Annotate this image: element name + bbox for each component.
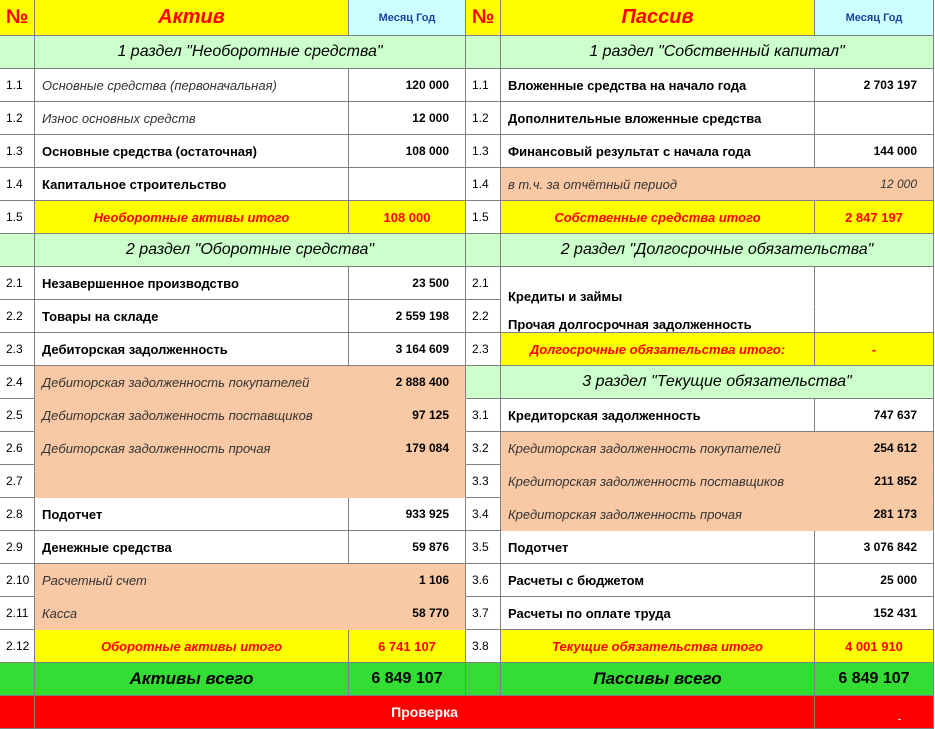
asset-row-label[interactable]	[35, 465, 349, 498]
asset-row-value[interactable]: 933 925	[349, 498, 466, 531]
asset-row-number: 2.5	[0, 399, 35, 432]
liability-grand-num	[466, 663, 501, 696]
asset-row-label[interactable]: Касса	[35, 597, 349, 630]
asset-row-value[interactable]: 23 500	[349, 267, 466, 300]
liability-row-value[interactable]: 254 612	[815, 432, 934, 465]
liability-row-number: 2.2	[466, 300, 501, 333]
liability-section1-total-label: Собственные средства итого	[501, 201, 815, 234]
liability-row-value[interactable]: 2 703 197	[815, 69, 934, 102]
asset-row-label[interactable]: Дебиторская задолженность покупателей	[35, 366, 349, 399]
asset-row-number: 2.8	[0, 498, 35, 531]
liability-section3-num	[466, 366, 501, 399]
liability-row-number: 3.4	[466, 498, 501, 531]
asset-row-number: 1.3	[0, 135, 35, 168]
liability-row-number: 3.7	[466, 597, 501, 630]
liability-row-number: 2.1	[466, 267, 501, 300]
asset-section2-title: 2 раздел "Оборотные средства"	[35, 234, 466, 267]
liability-row-label[interactable]: Расчеты по оплате труда	[501, 597, 815, 630]
asset-row-value[interactable]: 12 000	[349, 102, 466, 135]
asset-row-label[interactable]: Дебиторская задолженность поставщиков	[35, 399, 349, 432]
liability-row-number: 1.2	[466, 102, 501, 135]
liability-section2-num	[466, 234, 501, 267]
liability-row-value[interactable]: 25 000	[815, 564, 934, 597]
asset-row-number: 1.2	[0, 102, 35, 135]
check-value[interactable]: -	[815, 696, 934, 729]
liability-section1-title: 1 раздел "Собственный капитал"	[501, 36, 934, 69]
asset-row-number: 2.2	[0, 300, 35, 333]
liability-row-number: 3.6	[466, 564, 501, 597]
liability-section3-total-value[interactable]: 4 001 910	[815, 630, 934, 663]
liability-row-value[interactable]: 12 000	[815, 168, 934, 201]
asset-row-label[interactable]: Износ основных средств	[35, 102, 349, 135]
asset-row-value[interactable]: 2 559 198	[349, 300, 466, 333]
liability-row-number: 3.3	[466, 465, 501, 498]
liability-row-label[interactable]: Кредиторская задолженность покупателей	[501, 432, 815, 465]
asset-row-number: 2.4	[0, 366, 35, 399]
asset-section2-total-label: Оборотные активы итого	[35, 630, 349, 663]
asset-row-number: 1.4	[0, 168, 35, 201]
asset-row-number: 2.7	[0, 465, 35, 498]
asset-section1-num	[0, 36, 35, 69]
asset-section1-title: 1 раздел "Необоротные средства"	[35, 36, 466, 69]
liability-section1-total-value[interactable]: 2 847 197	[815, 201, 934, 234]
asset-section1-total-value[interactable]: 108 000	[349, 201, 466, 234]
asset-row-label[interactable]: Подотчет	[35, 498, 349, 531]
liability-row-number: 3.1	[466, 399, 501, 432]
asset-row-label[interactable]: Незавершенное производство	[35, 267, 349, 300]
liability-row-value[interactable]	[815, 102, 934, 135]
liability-row-label[interactable]: Расчеты с бюджетом	[501, 564, 815, 597]
liability-row-label[interactable]: Подотчет	[501, 531, 815, 564]
liability-section3-title: 3 раздел "Текущие обязательства"	[501, 366, 934, 399]
assets-title: Актив	[35, 0, 349, 36]
assets-num-header: №	[0, 0, 35, 36]
asset-grand-total-value[interactable]: 6 849 107	[349, 663, 466, 696]
asset-row-number: 2.1	[0, 267, 35, 300]
asset-row-label[interactable]: Товары на складе	[35, 300, 349, 333]
liabilities-num-header: №	[466, 0, 501, 36]
liability-row-value[interactable]: 747 637	[815, 399, 934, 432]
asset-grand-num	[0, 663, 35, 696]
asset-section1-total-label: Необоротные активы итого	[35, 201, 349, 234]
liability-row-label[interactable]: Прочая долгосрочная задолженность	[501, 307, 815, 333]
liability-section2-total-value[interactable]: -	[815, 333, 934, 366]
asset-row-label[interactable]: Капитальное строительство	[35, 168, 349, 201]
liabilities-title: Пассив	[501, 0, 815, 36]
liability-row-label[interactable]: Дополнительные вложенные средства	[501, 102, 815, 135]
asset-row-number: 2.3	[0, 333, 35, 366]
liability-row-value[interactable]: 144 000	[815, 135, 934, 168]
asset-row-number: 2.10	[0, 564, 35, 597]
liability-section2-title: 2 раздел "Долгосрочные обязательства"	[501, 234, 934, 267]
liability-row-value[interactable]: 281 173	[815, 498, 934, 531]
asset-row-value[interactable]: 3 164 609	[349, 333, 466, 366]
liability-section2-total-label: Долгосрочные обязательства итого:	[501, 333, 815, 366]
asset-row-label[interactable]: Дебиторская задолженность	[35, 333, 349, 366]
asset-row-number: 2.11	[0, 597, 35, 630]
liability-row-value[interactable]	[815, 267, 934, 333]
asset-section2-num	[0, 234, 35, 267]
liability-row-label[interactable]: Кредиторская задолженность	[501, 399, 815, 432]
liability-row-number: 1.3	[466, 135, 501, 168]
asset-row-value[interactable]: 179 084	[349, 432, 466, 465]
asset-section1-total-num: 1.5	[0, 201, 35, 234]
liability-section3-total-num: 3.8	[466, 630, 501, 663]
liability-grand-total-value[interactable]: 6 849 107	[815, 663, 934, 696]
asset-section2-total-num: 2.12	[0, 630, 35, 663]
asset-row-value[interactable]	[349, 465, 466, 498]
liabilities-month-header: Месяц Год	[815, 0, 934, 36]
liability-row-value[interactable]: 211 852	[815, 465, 934, 498]
asset-row-number: 1.1	[0, 69, 35, 102]
asset-row-number: 2.6	[0, 432, 35, 465]
asset-row-number: 2.9	[0, 531, 35, 564]
asset-row-value[interactable]: 108 000	[349, 135, 466, 168]
check-label: Проверка	[35, 696, 815, 729]
liability-section1-num	[466, 36, 501, 69]
asset-grand-total-label: Активы всего	[35, 663, 349, 696]
asset-row-label[interactable]: Денежные средства	[35, 531, 349, 564]
liability-row-label[interactable]: Кредиторская задолженность прочая	[501, 498, 815, 531]
asset-row-value[interactable]: 59 876	[349, 531, 466, 564]
asset-row-label[interactable]: Основные средства (первоначальная)	[35, 69, 349, 102]
assets-month-header: Месяц Год	[349, 0, 466, 36]
liability-row-number: 3.2	[466, 432, 501, 465]
asset-row-value[interactable]: 2 888 400	[349, 366, 466, 399]
liability-row-label[interactable]: Кредиторская задолженность поставщиков	[501, 465, 815, 498]
asset-row-value[interactable]: 58 770	[349, 597, 466, 630]
asset-row-value[interactable]: 120 000	[349, 69, 466, 102]
asset-section2-total-value[interactable]: 6 741 107	[349, 630, 466, 663]
liability-row-number: 1.4	[466, 168, 501, 201]
asset-row-label[interactable]: Основные средства (остаточная)	[35, 135, 349, 168]
asset-row-value[interactable]: 97 125	[349, 399, 466, 432]
liability-row-label[interactable]: в т.ч. за отчётный период	[501, 168, 815, 201]
liability-row-label[interactable]: Финансовый результат с начала года	[501, 135, 815, 168]
liability-row-value[interactable]: 3 076 842	[815, 531, 934, 564]
asset-row-value[interactable]: 1 106	[349, 564, 466, 597]
liability-section2-total-num: 2.3	[466, 333, 501, 366]
liability-section3-total-label: Текущие обязательства итого	[501, 630, 815, 663]
asset-row-label[interactable]: Дебиторская задолженность прочая	[35, 432, 349, 465]
liability-row-value[interactable]: 152 431	[815, 597, 934, 630]
liability-row-number: 1.1	[466, 69, 501, 102]
asset-row-value[interactable]	[349, 168, 466, 201]
liability-row-number: 3.5	[466, 531, 501, 564]
liability-row-label[interactable]: Вложенные средства на начало года	[501, 69, 815, 102]
asset-row-label[interactable]: Расчетный счет	[35, 564, 349, 597]
liability-section1-total-num: 1.5	[466, 201, 501, 234]
check-num	[0, 696, 35, 729]
liability-grand-total-label: Пассивы всего	[501, 663, 815, 696]
liability-row-label[interactable]: Кредиты и займы	[501, 267, 815, 307]
